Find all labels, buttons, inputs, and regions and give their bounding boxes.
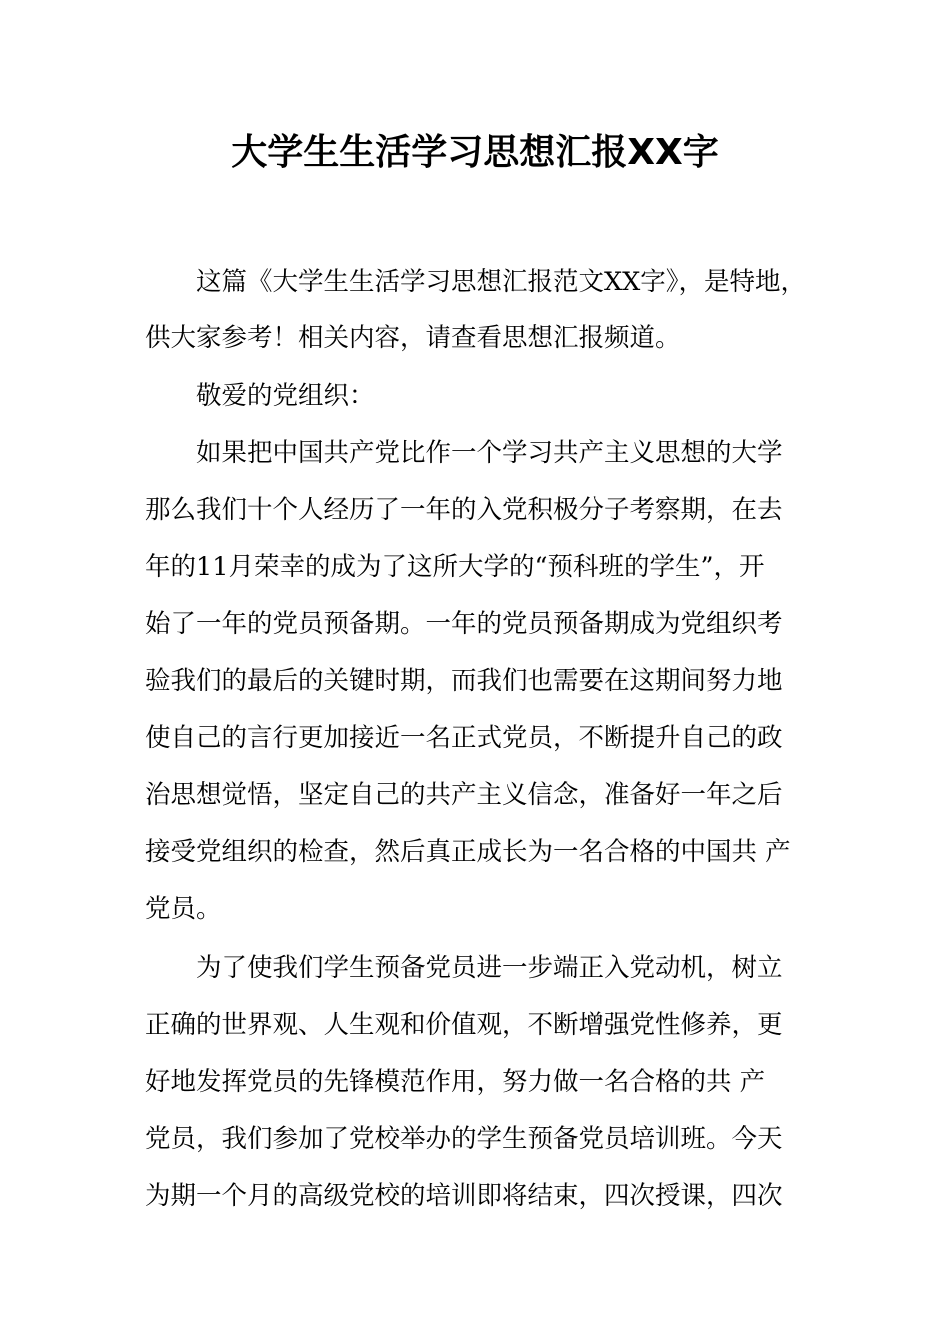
paragraph-3-line-1: 为了使我们学生预备党员进一步端正入党动机，树立 — [196, 953, 783, 983]
document-title: 大学生生活学习思想汇报XX字 — [231, 132, 719, 173]
paragraph-2-line-7: 治思想觉悟，坚定自己的共产主义信念，准备好一年之后 — [145, 780, 783, 810]
paragraph-2-line-5: 验我们的最后的关键时期，而我们也需要在这期间努力地 — [145, 666, 783, 696]
paragraph-2-line-2: 那么我们十个人经历了一年的入党积极分子考察期，在去 — [145, 495, 783, 525]
paragraph-3-line-4: 党员，我们参加了党校举办的学生预备党员培训班。今天 — [145, 1124, 783, 1154]
paragraph-3-line-3: 好地发挥党员的先锋模范作用，努力做一名合格的共 产 — [145, 1067, 766, 1097]
paragraph-2-line-9: 党员。 — [145, 894, 222, 924]
paragraph-2-line-6: 使自己的言行更加接近一名正式党员，不断提升自己的政 — [145, 723, 783, 753]
paragraph-1-line-2: 供大家参考！相关内容，请查看思想汇报频道。 — [145, 323, 681, 353]
salutation-line: 敬爱的党组织： — [196, 381, 375, 411]
paragraph-3-line-5: 为期一个月的高级党校的培训即将结束，四次授课，四次 — [145, 1181, 783, 1211]
paragraph-1-line-1: 这篇《大学生生活学习思想汇报范文XX字》，是特地， — [196, 267, 807, 297]
paragraph-2-line-1: 如果把中国共产党比作一个学习共产主义思想的大学 — [196, 438, 783, 468]
paragraph-3-line-2: 正确的世界观、人生观和价值观，不断增强党性修养，更 — [145, 1010, 783, 1040]
paragraph-2-line-3: 年的11月荣幸的成为了这所大学的“预科班的学生”，开 — [145, 552, 765, 582]
paragraph-2-line-8: 接受党组织的检查，然后真正成长为一名合格的中国共 产 — [145, 837, 791, 867]
paragraph-2-line-4: 始了一年的党员预备期。一年的党员预备期成为党组织考 — [145, 609, 783, 639]
